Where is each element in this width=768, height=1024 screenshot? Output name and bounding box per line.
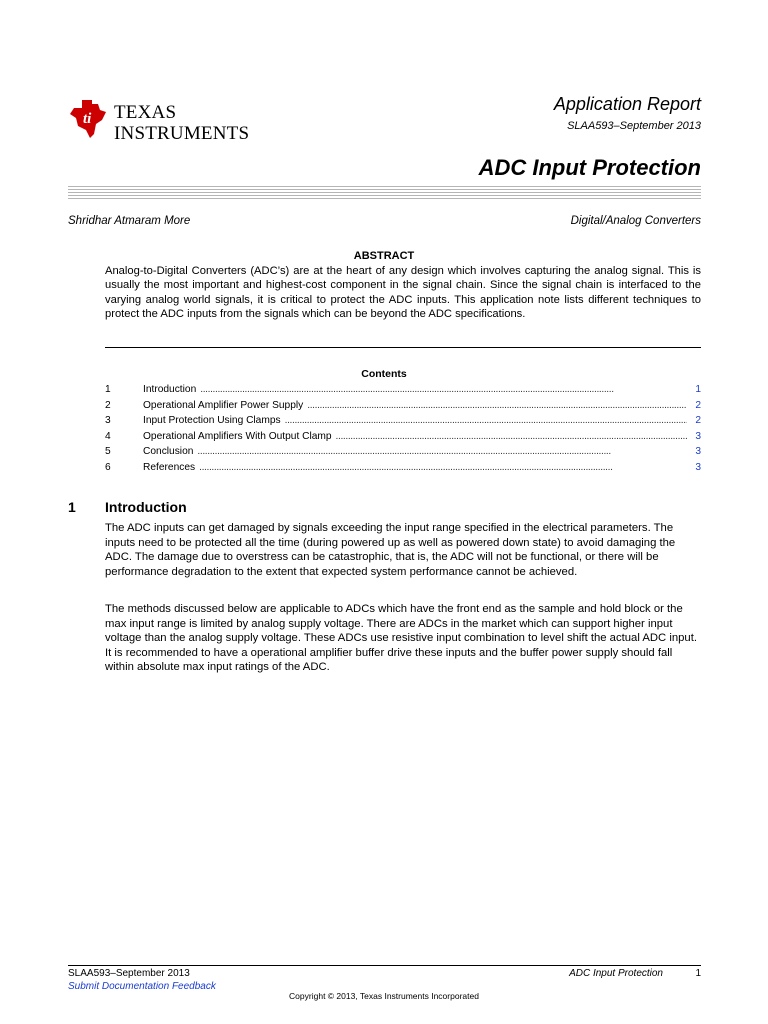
application-report-label: Application Report — [553, 94, 701, 114]
toc-number: 1 — [105, 384, 111, 395]
copyright: Copyright © 2013, Texas Instruments Incorporated — [289, 991, 479, 1001]
category: Digital/Analog Converters — [570, 215, 701, 227]
section-title: Introduction — [105, 499, 187, 515]
section-paragraph-1: The ADC inputs can get damaged by signals exceeding the input range specified in the electrical parameters. The inputs need to be protected all the time (during powered up as well as powered down state) to avoid damaging the ADC. The damage due to overstress can be catastrophic, that is, the ADC will not be functional, or there will be performance degradation to the extent that expected system performance cannot be achieved. — [105, 522, 676, 578]
section-number: 1 — [68, 499, 76, 515]
svg-text:ti: ti — [83, 111, 92, 127]
toc-number: 6 — [105, 461, 111, 473]
toc-leader-dots — [200, 382, 687, 398]
toc-item-conclusion[interactable] — [105, 444, 701, 460]
abstract-divider — [105, 347, 701, 348]
footer-divider — [68, 965, 701, 966]
toc-title: Conclusion — [143, 446, 194, 458]
footer-page-number: 1 — [695, 968, 701, 979]
table-of-contents — [105, 382, 701, 476]
toc-number: 4 — [105, 430, 111, 442]
toc-page-link[interactable]: 3 — [695, 461, 701, 473]
ti-logo-text — [114, 102, 249, 144]
header-divider — [68, 186, 701, 200]
ti-logo — [68, 96, 268, 148]
toc-leader-dots — [285, 413, 687, 429]
document-title: ADC Input Protection — [478, 155, 701, 180]
toc-page-link[interactable]: 3 — [695, 446, 701, 458]
toc-item-introduction[interactable] — [105, 382, 701, 398]
logo-line-1: TEXAS — [114, 102, 177, 123]
toc-item-op-amp-power-supply[interactable] — [105, 398, 701, 414]
toc-page-link[interactable]: 1 — [695, 384, 701, 395]
toc-title: References — [143, 461, 196, 473]
toc-page-link[interactable]: 2 — [695, 399, 701, 411]
toc-page-link[interactable]: 2 — [695, 415, 701, 427]
author: Shridhar Atmaram More — [68, 215, 191, 227]
toc-number: 2 — [105, 399, 111, 411]
abstract-body: Analog-to-Digital Converters (ADC’s) are at the heart of any design which involves capturing the analog signal. This is usually the most important and highest-cost component in the signal chain. Since the signal chain is interfaced to the varying analog world signals, it is critical to protect the ADC inputs. This application note lists different techniques to protect the ADC inputs from the signals which can be beyond the ADC specifications. — [105, 265, 701, 321]
toc-page-link[interactable]: 3 — [695, 430, 701, 442]
toc-item-references[interactable] — [105, 460, 701, 476]
feedback-link[interactable]: Submit Documentation Feedback — [68, 981, 216, 992]
toc-title: Operational Amplifier Power Supply — [143, 399, 304, 411]
report-id: SLAA593–September 2013 — [567, 120, 701, 132]
toc-number: 3 — [105, 415, 111, 427]
section-paragraph-2: The methods discussed below are applicable to ADCs which have the front end as the sample and hold block or the max input range is limited by analog supply voltage. There are ADCs in the market which can support higher input voltage than the analog supply voltage. These ADCs use resistive input combination to level shift the actual ADC input. It is recommended to have a operational amplifier buffer drive these inputs and the buffer power supply should fall within absolute max input ratings of the ADC. — [105, 603, 697, 674]
toc-title: Operational Amplifiers With Output Clamp — [143, 430, 332, 442]
toc-item-op-amp-output-clamp[interactable] — [105, 429, 701, 445]
logo-line-2: INSTRUMENTS — [114, 123, 250, 144]
ti-logo-icon — [68, 96, 108, 140]
contents-heading: Contents — [361, 368, 407, 380]
toc-leader-dots — [307, 398, 687, 414]
toc-number: 5 — [105, 446, 111, 458]
footer-doc-title: ADC Input Protection — [569, 968, 663, 979]
abstract-heading: ABSTRACT — [353, 250, 415, 262]
toc-leader-dots — [336, 429, 687, 445]
toc-leader-dots — [197, 444, 687, 460]
toc-item-input-protection-clamps[interactable] — [105, 413, 701, 429]
toc-title: Input Protection Using Clamps — [143, 415, 281, 427]
toc-title: Introduction — [143, 384, 197, 395]
toc-leader-dots — [199, 460, 687, 476]
footer-report-id: SLAA593–September 2013 — [68, 968, 190, 979]
